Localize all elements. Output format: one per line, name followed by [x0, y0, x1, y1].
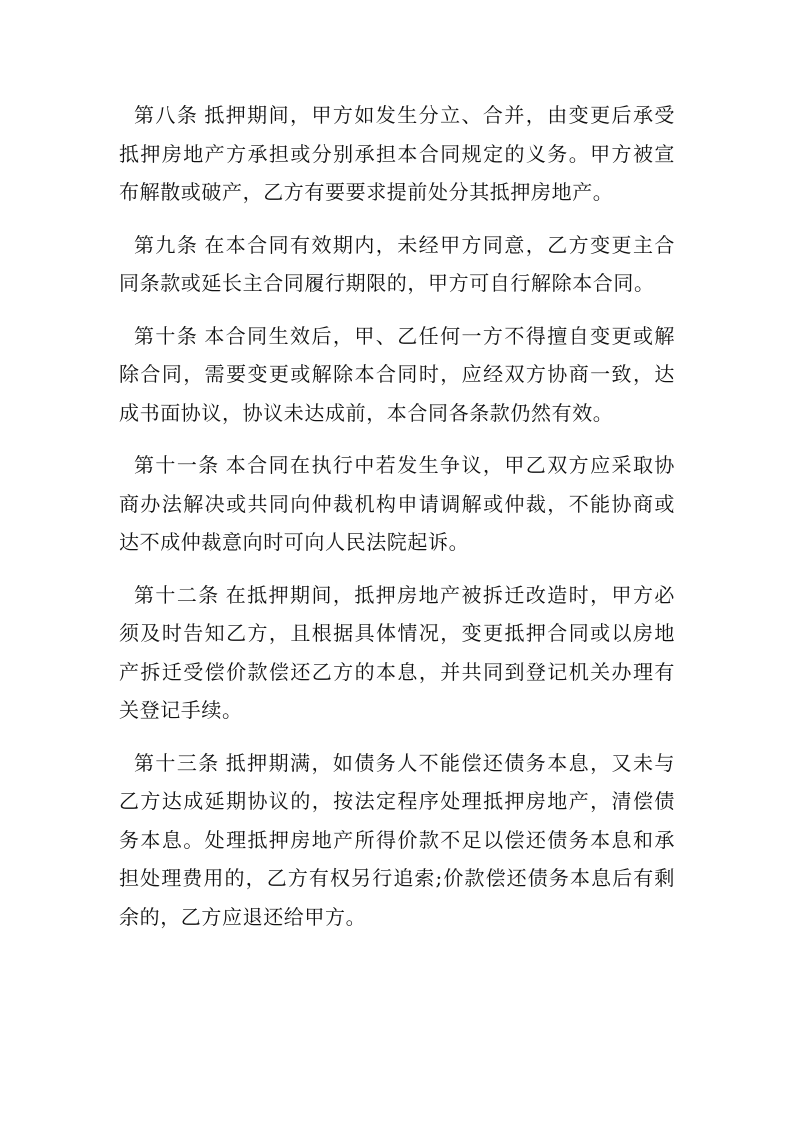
article-text: 抵押期间，甲方如发生分立、合并，由变更后承受抵押房地产方承担或分别承担本合同规定的义务。甲方被宣布解散或破产，乙方有要要求提前处分其抵押房地产。: [119, 103, 675, 204]
article-11: [119, 446, 675, 562]
article-10: [119, 317, 675, 433]
article-13: [119, 744, 675, 937]
article-text: 本合同在执行中若发生争议，甲乙双方应采取协商办法解决或共同向仲裁机构申请调解或仲裁，不能协商或达不成仲裁意向时可向人民法院起诉。: [119, 453, 675, 554]
article-number: 第十三条: [134, 750, 220, 775]
article-number: 第九条: [134, 232, 199, 257]
article-text: 本合同生效后，甲、乙任何一方不得擅自变更或解除合同，需要变更或解除本合同时，应经双方协商一致，达成书面协议，协议未达成前，本合同各条款仍然有效。: [119, 323, 675, 425]
article-text: 抵押期满，如债务人不能偿还债务本息，又未与乙方达成延期协议的，按法定程序处理抵押房地产，清偿债务本息。处理抵押房地产所得价款不足以偿还债务本息和承担处理费用的，乙方有权另行追索;价款偿还债务本息后有剩余的，乙方应退还给甲方。: [119, 750, 675, 929]
article-8: [119, 96, 675, 212]
article-9: [119, 226, 675, 303]
article-number: 第八条: [134, 103, 199, 127]
article-number: 第十条: [134, 323, 199, 348]
document-page: [119, 96, 675, 950]
article-text: 在本合同有效期内，未经甲方同意，乙方变更主合同条款或延长主合同履行期限的，甲方可自行解除本合同。: [119, 232, 675, 295]
article-12: [119, 576, 675, 730]
article-number: 第十二条: [134, 582, 220, 607]
article-number: 第十一条: [134, 453, 220, 477]
article-text: 在抵押期间，抵押房地产被拆迁改造时，甲方必须及时告知乙方，且根据具体情况，变更抵押合同或以房地产拆迁受偿价款偿还乙方的本息，并共同到登记机关办理有关登记手续。: [119, 582, 675, 722]
